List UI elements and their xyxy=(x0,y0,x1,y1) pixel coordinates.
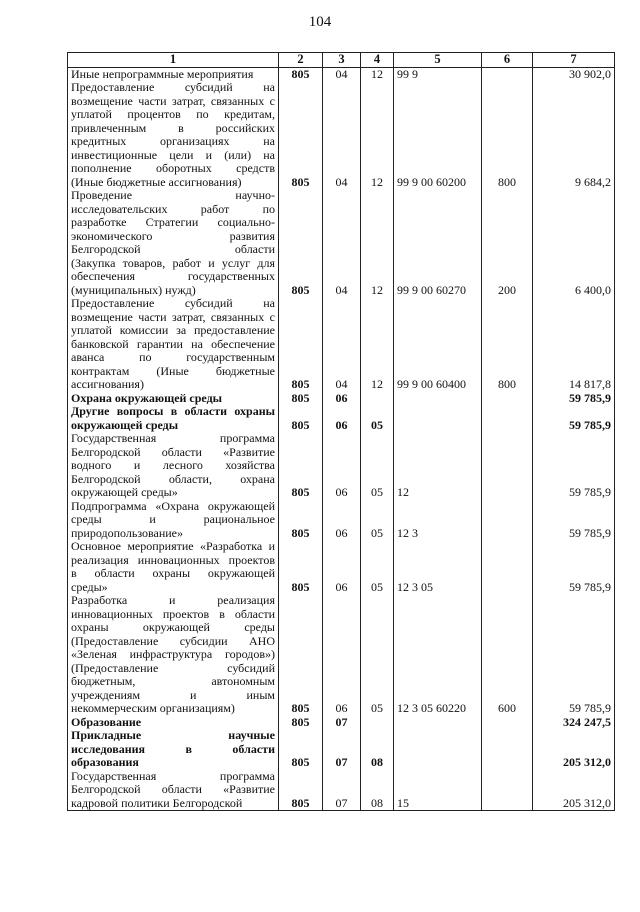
item-name-line: Предоставление субсидий на xyxy=(71,80,275,94)
column-header: 6 xyxy=(482,53,533,68)
amount-cell: 205 312,0 xyxy=(533,729,615,770)
item-name-line: бюджетным, автономным xyxy=(71,674,275,688)
subsection-code-cell: 05 xyxy=(361,405,394,432)
section-code-cell: 06 xyxy=(323,540,361,594)
column-header: 1 xyxy=(68,53,279,68)
ministry-code-cell: 805 xyxy=(279,729,323,770)
item-name-line: реализация инновационных проектов xyxy=(71,552,275,567)
item-name-line: возмещение части затрат, связанных с xyxy=(71,93,275,108)
expense-type-cell: 800 xyxy=(482,297,533,392)
item-name-line: природопользование» xyxy=(71,525,184,540)
subsection-code-cell: 05 xyxy=(361,594,394,716)
target-article-cell: 99 9 00 60270 xyxy=(394,189,482,297)
amount-cell: 14 817,8 xyxy=(533,297,615,392)
page-number: 104 xyxy=(308,14,332,30)
column-header: 3 xyxy=(323,53,361,68)
section-code-cell: 04 xyxy=(323,67,361,81)
ministry-code-cell: 805 xyxy=(279,297,323,392)
target-article-cell: 12 xyxy=(394,432,482,500)
item-name-cell xyxy=(68,729,279,770)
amount-cell: 59 785,9 xyxy=(533,594,615,716)
item-name-line: (Предоставление субсидий xyxy=(71,660,275,675)
target-article-cell xyxy=(394,392,482,406)
item-name-line: (Закупка товаров, работ и услуг для xyxy=(71,255,275,270)
subsection-code-cell xyxy=(361,716,394,730)
section-code-cell: 06 xyxy=(323,432,361,500)
item-name-line: в области охраны окружающей xyxy=(71,566,275,580)
table-row xyxy=(68,770,615,811)
column-header: 4 xyxy=(361,53,394,68)
target-article-cell: 12 3 05 60220 xyxy=(394,594,482,716)
item-name-line: Белгородской области, охрана xyxy=(71,471,275,486)
table-row xyxy=(68,594,615,716)
item-name-cell xyxy=(68,81,279,189)
section-code-cell: 07 xyxy=(323,770,361,811)
target-article-cell xyxy=(394,729,482,770)
subsection-code-cell: 12 xyxy=(361,81,394,189)
item-name-line: кадровой политики Белгородской xyxy=(71,795,243,810)
item-name-line: окружающей среды xyxy=(71,417,179,432)
table-row xyxy=(68,81,615,189)
item-name-line: Подпрограмма «Охрана окружающей xyxy=(71,498,275,513)
item-name-line: банковской гарантии на обеспечение xyxy=(71,336,275,351)
item-name-line: (муниципальных) нужд) xyxy=(71,282,196,297)
ministry-code-cell: 805 xyxy=(279,540,323,594)
expense-type-cell xyxy=(482,67,533,81)
ministry-code-cell: 805 xyxy=(279,770,323,811)
item-name-line: Проведение научно- xyxy=(71,188,275,202)
target-article-cell: 15 xyxy=(394,770,482,811)
amount-cell: 59 785,9 xyxy=(533,392,615,406)
expense-type-cell xyxy=(482,405,533,432)
expense-type-cell xyxy=(482,729,533,770)
section-code-cell: 04 xyxy=(323,81,361,189)
item-name-line: (Иные бюджетные ассигнования) xyxy=(71,174,242,189)
item-name-line: экономического развития xyxy=(71,228,275,243)
item-name-line: (Предоставление субсидии АНО xyxy=(71,633,275,648)
item-name-line: Разработка и реализация xyxy=(71,593,275,607)
item-name-line: возмещение части затрат, связанных с xyxy=(71,309,275,324)
amount-cell: 59 785,9 xyxy=(533,540,615,594)
ministry-code-cell: 805 xyxy=(279,392,323,406)
item-name-line: кредитных организациях на xyxy=(71,134,275,148)
item-name-cell xyxy=(68,392,279,406)
expense-type-cell xyxy=(482,500,533,541)
item-name-line: окружающей среды» xyxy=(71,485,178,499)
ministry-code-cell: 805 xyxy=(279,405,323,432)
item-name-line: аванса по государственным xyxy=(71,350,275,364)
subsection-code-cell xyxy=(361,392,394,406)
item-name-cell xyxy=(68,67,279,81)
item-name-line: Иные непрограммные мероприятия xyxy=(71,66,254,81)
item-name-line: Образование xyxy=(71,714,142,729)
subsection-code-cell: 12 xyxy=(361,297,394,392)
table-row xyxy=(68,729,615,770)
item-name-line: Белгородской области «Развитие xyxy=(71,444,275,459)
section-code-cell: 04 xyxy=(323,189,361,297)
table-row xyxy=(68,540,615,594)
amount-cell: 205 312,0 xyxy=(533,770,615,811)
subsection-code-cell: 05 xyxy=(361,540,394,594)
item-name-line: привлеченным в российских xyxy=(71,120,275,135)
item-name-cell xyxy=(68,432,279,500)
subsection-code-cell: 12 xyxy=(361,189,394,297)
target-article-cell: 12 3 05 xyxy=(394,540,482,594)
item-name-line: пополнение оборотных средств xyxy=(71,161,275,175)
expense-type-cell: 200 xyxy=(482,189,533,297)
item-name-line: ассигнования) xyxy=(71,377,144,391)
item-name-line: исследовательских работ по xyxy=(71,201,275,216)
section-code-cell: 06 xyxy=(323,392,361,406)
amount-cell: 6 400,0 xyxy=(533,189,615,297)
item-name-line: охраны окружающей среды xyxy=(71,620,275,634)
target-article-cell: 99 9 00 60400 xyxy=(394,297,482,392)
ministry-code-cell: 805 xyxy=(279,594,323,716)
item-name-line: среды и рациональное xyxy=(71,512,275,526)
amount-cell: 59 785,9 xyxy=(533,405,615,432)
subsection-code-cell: 12 xyxy=(361,67,394,81)
item-name-line: инновационных проектов в области xyxy=(71,606,275,621)
target-article-cell: 99 9 00 60200 xyxy=(394,81,482,189)
amount-cell: 30 902,0 xyxy=(533,67,615,81)
ministry-code-cell: 805 xyxy=(279,67,323,81)
column-header: 5 xyxy=(394,53,482,68)
subsection-code-cell: 05 xyxy=(361,432,394,500)
expense-type-cell xyxy=(482,770,533,811)
amount-cell: 9 684,2 xyxy=(533,81,615,189)
expense-type-cell xyxy=(482,716,533,730)
ministry-code-cell: 805 xyxy=(279,81,323,189)
item-name-line: уплатой комиссии за предоставление xyxy=(71,323,275,337)
ministry-code-cell: 805 xyxy=(279,716,323,730)
item-name-line: учреждениям и иным xyxy=(71,687,275,702)
table-header-row xyxy=(68,53,615,68)
item-name-line: разработке Стратегии социально- xyxy=(71,215,275,229)
section-code-cell: 04 xyxy=(323,297,361,392)
ministry-code-cell: 805 xyxy=(279,432,323,500)
column-header: 7 xyxy=(533,53,615,68)
expense-type-cell xyxy=(482,392,533,406)
item-name-cell xyxy=(68,594,279,716)
table-row xyxy=(68,392,615,406)
amount-cell: 59 785,9 xyxy=(533,432,615,500)
item-name-cell xyxy=(68,297,279,392)
item-name-line: «Зеленая инфраструктура городов») xyxy=(71,647,275,661)
item-name-line: инвестиционные цели и (или) на xyxy=(71,147,275,162)
item-name-line: Охрана окружающей среды xyxy=(71,390,223,405)
item-name-line: Государственная программа xyxy=(71,768,275,783)
item-name-line: Предоставление субсидий на xyxy=(71,296,275,310)
subsection-code-cell: 08 xyxy=(361,770,394,811)
item-name-line: среды» xyxy=(71,579,108,594)
target-article-cell: 12 3 xyxy=(394,500,482,541)
table-row xyxy=(68,189,615,297)
item-name-cell xyxy=(68,716,279,730)
item-name-cell xyxy=(68,500,279,541)
item-name-line: Белгородской области «Развитие xyxy=(71,782,275,796)
table-row xyxy=(68,67,615,81)
table-row xyxy=(68,716,615,730)
section-code-cell: 06 xyxy=(323,405,361,432)
table-row xyxy=(68,432,615,500)
item-name-line: образования xyxy=(71,755,139,769)
item-name-cell xyxy=(68,540,279,594)
item-name-line: Прикладные научные xyxy=(71,728,275,742)
item-name-cell xyxy=(68,405,279,432)
ministry-code-cell: 805 xyxy=(279,189,323,297)
section-code-cell: 07 xyxy=(323,716,361,730)
table-row xyxy=(68,500,615,541)
table-body xyxy=(68,67,615,811)
expense-type-cell xyxy=(482,432,533,500)
item-name-cell xyxy=(68,189,279,297)
item-name-line: обеспечения государственных xyxy=(71,269,275,283)
item-name-line: водного и лесного хозяйства xyxy=(71,458,275,472)
item-name-line: Государственная программа xyxy=(71,431,275,445)
expense-type-cell: 600 xyxy=(482,594,533,716)
item-name-line: контрактам (Иные бюджетные xyxy=(71,363,275,378)
expense-type-cell xyxy=(482,540,533,594)
target-article-cell xyxy=(394,716,482,730)
target-article-cell xyxy=(394,405,482,432)
item-name-cell xyxy=(68,770,279,811)
subsection-code-cell: 05 xyxy=(361,500,394,541)
item-name-line: Белгородской области xyxy=(71,242,275,256)
expense-type-cell: 800 xyxy=(482,81,533,189)
column-header: 2 xyxy=(279,53,323,68)
item-name-line: исследования в области xyxy=(71,741,275,756)
section-code-cell: 06 xyxy=(323,594,361,716)
section-code-cell: 07 xyxy=(323,729,361,770)
subsection-code-cell: 08 xyxy=(361,729,394,770)
section-code-cell: 06 xyxy=(323,500,361,541)
budget-table xyxy=(67,52,615,811)
amount-cell: 324 247,5 xyxy=(533,716,615,730)
ministry-code-cell: 805 xyxy=(279,500,323,541)
item-name-line: Основное мероприятие «Разработка и xyxy=(71,539,275,553)
table-row xyxy=(68,405,615,432)
amount-cell: 59 785,9 xyxy=(533,500,615,541)
table-row xyxy=(68,297,615,392)
item-name-line: уплатой процентов по кредитам, xyxy=(71,107,275,121)
target-article-cell: 99 9 xyxy=(394,67,482,81)
item-name-line: некоммерческим организациям) xyxy=(71,701,235,715)
item-name-line: Другие вопросы в области охраны xyxy=(71,404,275,418)
